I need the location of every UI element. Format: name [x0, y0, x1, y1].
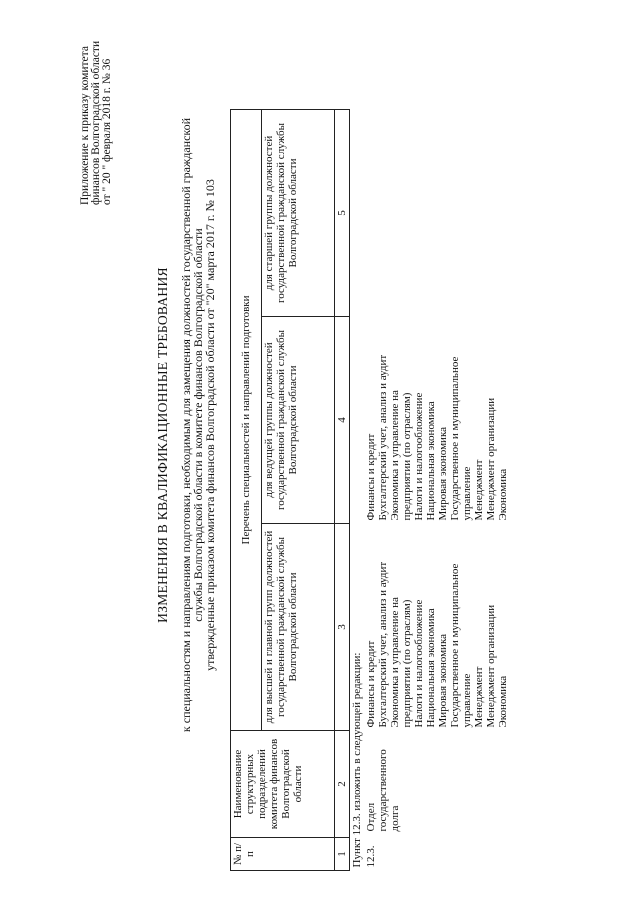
instruction-row [350, 110, 365, 871]
instruction-text: Пункт 12.3. изложить в следующей редакции: [351, 652, 363, 868]
col-number: 5 [335, 110, 350, 317]
specialty-item: Менеджмент [473, 459, 485, 521]
row-unit: Отдел государственного долга [365, 749, 401, 832]
col-number: 1 [335, 838, 350, 871]
specialty-item: предприятии (по отраслям) [401, 392, 413, 521]
subtitle-line-3: утвержденные приказом комитета финансов Волгоградской области от "20" марта 2017 г. № 103 [203, 179, 217, 671]
specialty-item: Налоги и налогообложение [413, 599, 425, 728]
specialty-item: Национальная экономика [425, 401, 437, 521]
specialty-item: Налоги и налогообложение [413, 392, 425, 521]
header-unit: Наименование структурных подразделений комитета финансов Волгоградской области [231, 731, 335, 838]
header-junior: для старшей группы должностей государственной гражданской службы Волгоградской области [262, 110, 335, 317]
table-header-row-1 [231, 110, 262, 871]
specialty-item: Менеджмент организации [485, 397, 497, 521]
appendix-note [80, 5, 113, 205]
row-num: 12.3. [365, 845, 377, 868]
specialty-item: Мировая экономика [437, 427, 449, 521]
specialty-item: Экономика и управление на [389, 597, 401, 728]
specialty-item: Экономика [497, 468, 509, 521]
specialty-item: Финансы и кредит [365, 640, 377, 728]
specialty-item: управление [461, 673, 473, 728]
subtitle-line-2: службы Волгоградской области в комитете финансов Волгоградской области [191, 228, 205, 622]
document-title: ИЗМЕНЕНИЯ В КВАЛИФИКАЦИОННЫЕ ТРЕБОВАНИЯ [155, 267, 170, 623]
document-subtitle [180, 35, 216, 815]
specialty-item: Экономика [497, 675, 509, 728]
specialty-item: Бухгалтерский учет, анализ и аудит [377, 561, 389, 728]
specialty-item: Менеджмент организации [485, 604, 497, 728]
appendix-line-1: Приложение к приказу комитета [79, 46, 91, 205]
specialty-item: Государственное и муниципальное [449, 563, 461, 728]
specialty-item: предприятии (по отраслям) [401, 599, 413, 728]
specialty-item: Экономика и управление на [389, 390, 401, 521]
specialty-item: Менеджмент [473, 666, 485, 728]
col-number: 4 [335, 317, 350, 524]
junior-specialties-list [364, 110, 510, 317]
appendix-line-2: финансов Волгоградской области [90, 40, 102, 205]
specialty-item: Национальная экономика [425, 608, 437, 728]
senior-specialties-list [364, 524, 510, 731]
specialty-item: Государственное и муниципальное [449, 356, 461, 521]
header-lead: для ведущей группы должностей государственной гражданской службы Волгоградской области [262, 317, 335, 524]
lead-specialties-list [364, 317, 510, 524]
requirements-table [230, 109, 510, 871]
col-number: 2 [335, 731, 350, 838]
header-num: № п/п [231, 838, 335, 871]
specialty-item: управление [461, 466, 473, 521]
subtitle-line-1: к специальностям и направлениям подготовки, необходимым для замещения должностей государственной гражданской [179, 117, 193, 733]
col-number: 3 [335, 524, 350, 731]
column-numbers-row [335, 110, 350, 871]
appendix-line-3: от " 20 " февраля 2018 г. № 36 [101, 58, 113, 205]
header-list: Перечень специальностей и направлений подготовки [231, 110, 262, 731]
specialty-item: Мировая экономика [437, 634, 449, 728]
specialty-item: Бухгалтерский учет, анализ и аудит [377, 354, 389, 521]
header-senior: для высшей и главной групп должностей государственной гражданской службы Волгоградской области [262, 524, 335, 731]
table-row [364, 110, 510, 871]
specialty-item: Финансы и кредит [365, 433, 377, 521]
